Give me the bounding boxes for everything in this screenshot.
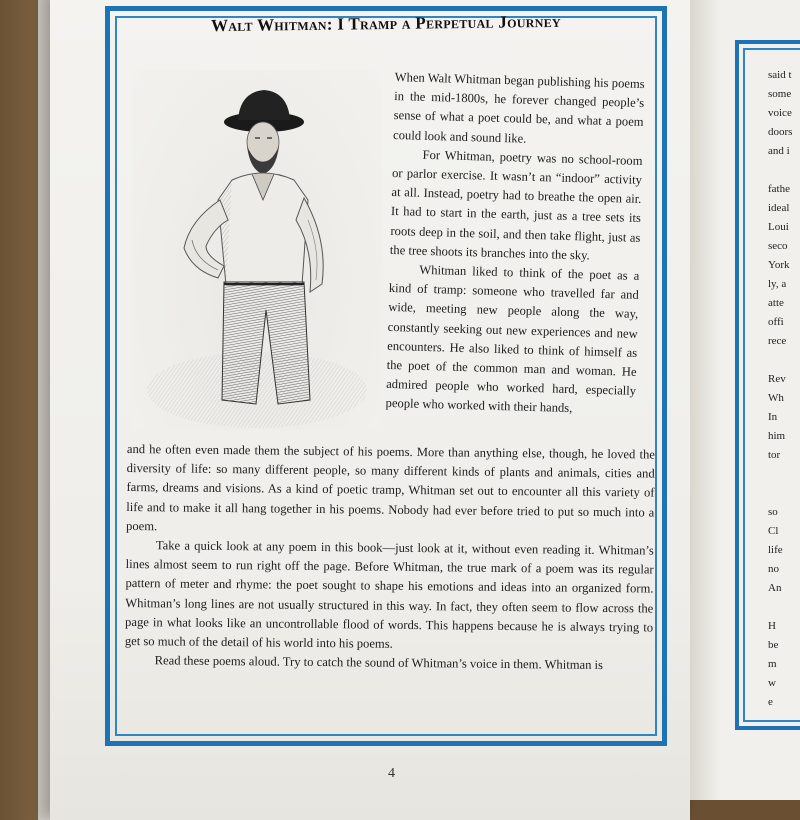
adjacent-page-line: atte bbox=[768, 297, 784, 309]
adjacent-page-line: no bbox=[768, 563, 779, 575]
adjacent-page-line: e bbox=[768, 696, 773, 708]
adjacent-page-line: H bbox=[768, 620, 776, 632]
adjacent-page-line bbox=[768, 161, 800, 180]
adjacent-page-line bbox=[768, 484, 800, 503]
adjacent-page-line: Rev bbox=[768, 373, 786, 385]
paragraph-1: When Walt Whitman began publishing his poems in the mid-1800s, he forever changed people’s sense of what a poet could be, and what a poem could look and sound like. bbox=[392, 69, 645, 146]
adjacent-page-line: In bbox=[768, 411, 778, 423]
adjacent-page-line: him bbox=[768, 430, 786, 442]
adjacent-page-line: Wh bbox=[768, 392, 784, 404]
whitman-portrait bbox=[132, 70, 382, 430]
adjacent-page-line: voice bbox=[768, 107, 792, 119]
adjacent-page-line: fathe bbox=[768, 183, 790, 195]
paragraph-4: Take a quick look at any poem in this book—just look at it, without even reading it. Whitman’s lines almost seem to run right off the page. Before Whitman, the true mark of a poem was its regular pattern of meter and rhyme: the poet sought to shape his emotions and ideas into an organized form. Whitman’s long lines are not usually structured in this way. In fact, they often seem to flow across the page in what looks like an uncontrollable flood of words. This happens because he is always trying to get so much of the detail of his world into his poems. bbox=[124, 538, 654, 651]
adjacent-page-line: so bbox=[768, 506, 778, 518]
adjacent-page-line: ideal bbox=[768, 202, 790, 214]
chapter-title: Walt Whitman: I Tramp a Perpetual Journey bbox=[210, 11, 562, 36]
adjacent-page-line: Loui bbox=[768, 221, 789, 233]
adjacent-page-line: some bbox=[768, 88, 792, 100]
intro-text-column bbox=[385, 68, 645, 421]
adjacent-page-line: tor bbox=[768, 449, 781, 461]
paragraph-3: Whitman liked to think of the poet as a kind of tramp: someone who travelled far and wide, meeting new people along the way, constantly seeking out new experiences and new encounters. He also liked to think of himself as the poet of the common man and woman. He admired people who worked hard, especially people who worked with their hands, bbox=[385, 262, 640, 416]
adjacent-page-line bbox=[768, 351, 800, 370]
adjacent-page-line: said t bbox=[768, 69, 792, 81]
paragraph-3-continued: and he often even made them the subject of his poems. More than anything else, though, he loved the diversity of life: so many different people, so many different kinds of plants and animals, cities and farms, dreams and visions. As a kind of poetic tramp, Whitman set out to encounter all this variety of life and to make it all hang together in his poems. Nobody had ever before tried to put so much into a poem. bbox=[126, 441, 655, 534]
adjacent-page-line: ly, a bbox=[768, 278, 787, 290]
body-text-full bbox=[125, 440, 655, 676]
adjacent-page-line: rece bbox=[768, 335, 787, 347]
page-number: 4 bbox=[388, 766, 395, 781]
paragraph-2: For Whitman, poetry was no school-room or parlor exercise. It wasn’t an “indoor” activity at all. Instead, poetry had to breathe the open air. It had to start in the earth, just as a tree sets its roots deep in the soil, and then take flight, just as the tree shoots its branches into the sky. bbox=[389, 147, 643, 263]
adjacent-page-line: life bbox=[768, 544, 783, 556]
adjacent-page-line: m bbox=[768, 658, 777, 670]
adjacent-page-line bbox=[768, 465, 800, 484]
adjacent-page-line: and i bbox=[768, 145, 790, 157]
adjacent-page-line bbox=[768, 598, 800, 617]
adjacent-page-line: offi bbox=[768, 316, 784, 328]
adjacent-page-line: An bbox=[768, 582, 782, 594]
adjacent-page-line: w bbox=[768, 677, 776, 689]
adjacent-page-line: York bbox=[768, 259, 790, 271]
adjacent-page-line: seco bbox=[768, 240, 788, 252]
paragraph-5: Read these poems aloud. Try to catch the sound of Whitman’s voice in them. Whitman is bbox=[154, 653, 604, 673]
whitman-engraving-icon bbox=[132, 70, 382, 430]
adjacent-page-text bbox=[768, 66, 800, 712]
adjacent-page-line: be bbox=[768, 639, 779, 651]
adjacent-page-line: Cl bbox=[768, 525, 779, 537]
adjacent-page-line: doors bbox=[768, 126, 793, 138]
